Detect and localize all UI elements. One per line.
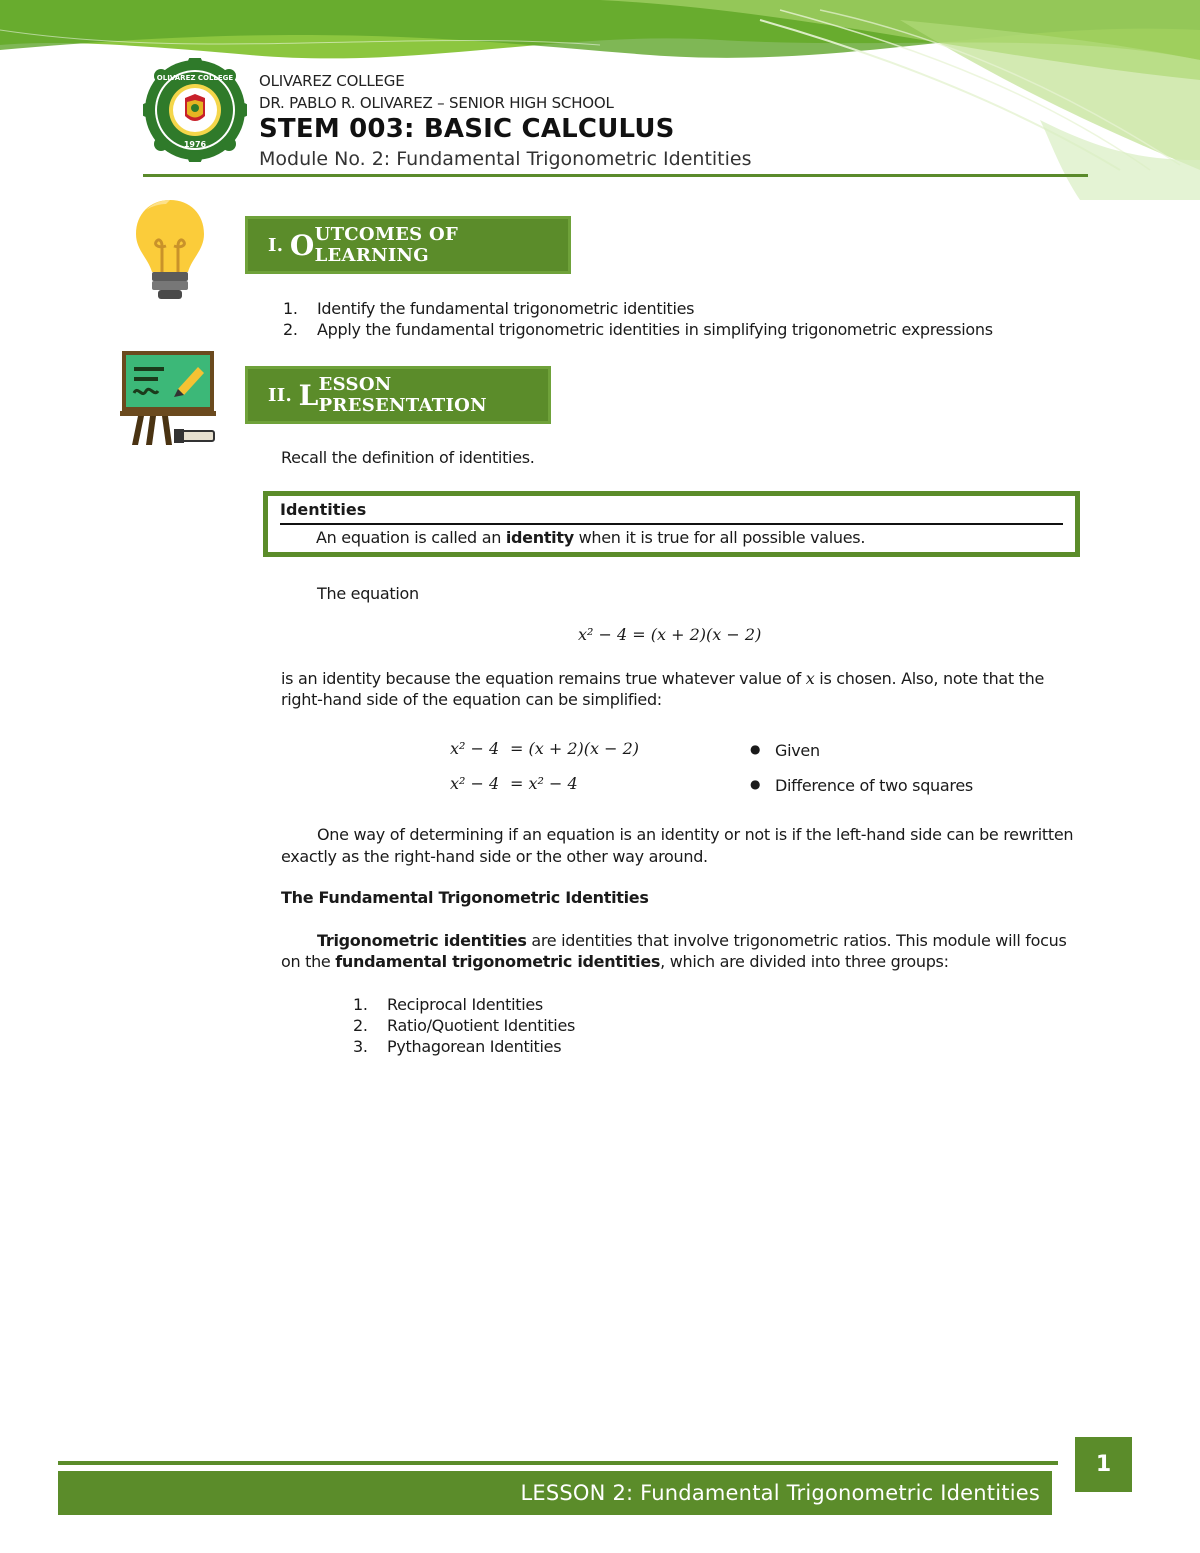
definition-divider	[280, 523, 1063, 525]
recall-text: Recall the definition of identities.	[281, 448, 535, 467]
step-rhs: = (x + 2)(x − 2)	[510, 739, 640, 758]
example-equation: x² − 4 = (x + 2)(x − 2)	[578, 625, 762, 644]
module-title: Module No. 2: Fundamental Trigonometric Identities	[259, 148, 752, 170]
bullet-icon: ●	[750, 777, 761, 791]
section-banner-outcomes	[245, 216, 571, 274]
group-number: 1.	[353, 995, 368, 1014]
school-name: DR. PABLO R. OLIVAREZ – SENIOR HIGH SCHOOL	[259, 94, 614, 112]
step-note: Given	[775, 741, 820, 760]
explanation-line-1: is an identity because the equation remains true whatever value of x is chosen. Also, note that the	[281, 669, 1045, 688]
explanation-line-2: right-hand side of the equation can be simplified:	[281, 690, 662, 709]
footer-lesson-title: LESSON 2: Fundamental Trigonometric Identities	[520, 1481, 1040, 1505]
determine-line-1: One way of determining if an equation is an identity or not is if the left-hand side can be rewritten	[317, 825, 1074, 844]
section-title: UTCOMES OF LEARNING	[314, 224, 459, 266]
section-numeral: II.	[268, 384, 293, 406]
lightbulb-icon	[130, 196, 210, 304]
step-note: Difference of two squares	[775, 776, 973, 795]
group-text: Ratio/Quotient Identities	[387, 1016, 576, 1035]
fundamentals-paragraph-1: Trigonometric identities are identities that involve trigonometric ratios. This module will focus	[317, 931, 1067, 950]
bullet-icon: ●	[750, 742, 761, 756]
section-numeral: I.	[268, 234, 284, 256]
svg-text:1976: 1976	[183, 140, 207, 149]
header-divider	[143, 174, 1088, 177]
outcome-text: Apply the fundamental trigonometric identities in simplifying trigonometric expressions	[317, 320, 993, 339]
step-lhs: x² − 4	[450, 774, 500, 793]
group-number: 3.	[353, 1037, 368, 1056]
section-title-initial: O	[289, 228, 315, 262]
footer-divider	[58, 1461, 1058, 1465]
step-lhs: x² − 4	[450, 739, 500, 758]
step-rhs: = x² − 4	[510, 774, 578, 793]
definition-title: Identities	[280, 500, 367, 519]
group-text: Reciprocal Identities	[387, 995, 543, 1014]
section-title-initial: L	[298, 378, 319, 412]
equation-intro: The equation	[317, 584, 419, 603]
college-seal-icon	[143, 58, 247, 162]
outcome-number: 2.	[283, 320, 298, 339]
group-text: Pythagorean Identities	[387, 1037, 562, 1056]
page-number: 1	[1075, 1437, 1132, 1492]
definition-text: An equation is called an identity when it is true for all possible values.	[316, 528, 866, 547]
college-name: OLIVAREZ COLLEGE	[259, 72, 405, 90]
svg-text:OLIVAREZ COLLEGE: OLIVAREZ COLLEGE	[156, 74, 234, 82]
blackboard-icon	[118, 349, 218, 449]
section-banner-lesson	[245, 366, 551, 424]
group-number: 2.	[353, 1016, 368, 1035]
fundamentals-heading: The Fundamental Trigonometric Identities	[281, 888, 649, 907]
outcome-text: Identify the fundamental trigonometric identities	[317, 299, 695, 318]
determine-line-2: exactly as the right-hand side or the other way around.	[281, 847, 708, 866]
outcome-number: 1.	[283, 299, 298, 318]
definition-term: identity	[505, 528, 574, 547]
section-title: ESSON PRESENTATION	[318, 374, 487, 416]
fundamentals-paragraph-2: on the fundamental trigonometric identities, which are divided into three groups:	[281, 952, 949, 971]
course-title: STEM 003: BASIC CALCULUS	[259, 114, 675, 144]
